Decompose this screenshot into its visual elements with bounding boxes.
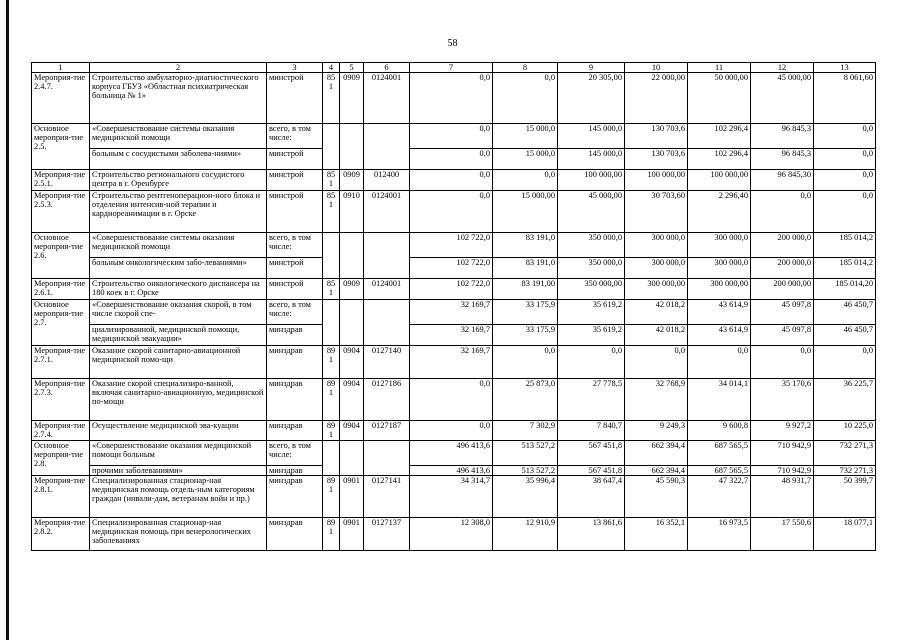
column-header: 6 [364, 63, 410, 73]
amount-cell: 102 296,4 [688, 149, 751, 170]
activity-name: «Совершенствование системы оказания медицинской помощи [90, 233, 267, 258]
amount-cell: 0,0 [814, 149, 876, 170]
budget-code-grbs: 851 [323, 191, 340, 233]
table-row [32, 279, 876, 300]
amount-cell: 27 778,5 [558, 379, 625, 421]
amount-cell: 12 308,0 [410, 518, 493, 551]
budget-code-item: 0127137 [364, 518, 410, 551]
budget-code-item: 0124001 [364, 73, 410, 124]
responsible-agency: всего, в том числе: [267, 124, 323, 149]
activity-name: Специализированная стационар-ная медицинская помощь при венерологических заболеваниях [90, 518, 267, 551]
budget-code-grbs: 891 [323, 379, 340, 421]
amount-cell: 18 077,1 [814, 518, 876, 551]
amount-cell: 567 451,8 [558, 441, 625, 466]
amount-cell: 43 614,9 [688, 300, 751, 325]
responsible-agency: всего, в том числе: [267, 441, 323, 466]
amount-cell: 42 018,2 [625, 325, 688, 346]
table-row [32, 325, 876, 346]
amount-cell: 732 271,3 [814, 466, 876, 476]
budget-code-grbs: 851 [323, 170, 340, 191]
amount-cell: 15 000,0 [493, 124, 558, 149]
budget-code-item: 0124001 [364, 191, 410, 233]
amount-cell: 34 014,1 [688, 379, 751, 421]
amount-cell: 496 413,6 [410, 466, 493, 476]
column-header: 2 [90, 63, 267, 73]
column-header: 11 [688, 63, 751, 73]
amount-cell: 10 225,0 [814, 421, 876, 441]
amount-cell: 300 000,0 [625, 233, 688, 258]
budget-code-grbs [323, 300, 340, 346]
amount-cell: 350 000,0 [558, 233, 625, 258]
amount-cell: 185 014,2 [814, 233, 876, 258]
amount-cell: 13 861,6 [558, 518, 625, 551]
amount-cell: 83 191,00 [493, 279, 558, 300]
budget-code-section: 0904 [340, 346, 364, 379]
budget-code-grbs: 891 [323, 346, 340, 379]
table-row [32, 346, 876, 379]
activity-code: Мероприя-тие 2.7.3. [32, 379, 90, 421]
amount-cell: 710 942,9 [751, 441, 814, 466]
amount-cell: 200 000,0 [751, 258, 814, 279]
budget-code-item: 0127141 [364, 476, 410, 518]
table-row [32, 170, 876, 191]
amount-cell: 9 927,2 [751, 421, 814, 441]
budget-code-section: 0904 [340, 421, 364, 441]
amount-cell: 350 000,00 [558, 279, 625, 300]
activity-code: Мероприя-тие 2.7.4. [32, 421, 90, 441]
activity-code: Основное мероприя-тие 2.5. [32, 124, 90, 170]
budget-code-section [340, 233, 364, 279]
budget-code-item [364, 300, 410, 346]
amount-cell: 20 305,00 [558, 73, 625, 124]
amount-cell: 102 722,0 [410, 258, 493, 279]
amount-cell: 45 097,8 [751, 300, 814, 325]
budget-code-item: 0127186 [364, 379, 410, 421]
amount-cell: 32 169,7 [410, 346, 493, 379]
amount-cell: 35 619,2 [558, 300, 625, 325]
column-header: 1 [32, 63, 90, 73]
activity-code: Основное мероприя-тие 2.6. [32, 233, 90, 279]
table-row [32, 124, 876, 149]
activity-name: Осуществление медицинской эва-куации [90, 421, 267, 441]
budget-code-item [364, 441, 410, 476]
responsible-agency: минстрой [267, 258, 323, 279]
amount-cell: 32 169,7 [410, 300, 493, 325]
table-row [32, 476, 876, 518]
amount-cell: 496 413,6 [410, 441, 493, 466]
amount-cell: 8 061,60 [814, 73, 876, 124]
table-row [32, 191, 876, 233]
amount-cell: 35 170,6 [751, 379, 814, 421]
amount-cell: 45 000,00 [751, 73, 814, 124]
amount-cell: 0,0 [410, 421, 493, 441]
budget-code-grbs: 891 [323, 518, 340, 551]
amount-cell: 16 973,5 [688, 518, 751, 551]
amount-cell: 34 314,7 [410, 476, 493, 518]
amount-cell: 102 722,0 [410, 279, 493, 300]
activity-name: Оказание скорой санитарно-авиационной медицинской помо-щи [90, 346, 267, 379]
column-header: 5 [340, 63, 364, 73]
table-row [32, 233, 876, 258]
amount-cell: 145 000,0 [558, 149, 625, 170]
activity-name: больным с сосудистыми заболева-ниями» [90, 149, 267, 170]
amount-cell: 15 000,0 [493, 149, 558, 170]
amount-cell: 32 768,9 [625, 379, 688, 421]
column-header: 7 [410, 63, 493, 73]
table-row [32, 73, 876, 124]
amount-cell: 200 000,0 [751, 233, 814, 258]
amount-cell: 46 450,7 [814, 325, 876, 346]
amount-cell: 662 394,4 [625, 441, 688, 466]
budget-code-item: 0127140 [364, 346, 410, 379]
responsible-agency: минстрой [267, 170, 323, 191]
amount-cell: 0,0 [814, 170, 876, 191]
budget-code-section [340, 124, 364, 170]
responsible-agency: минстрой [267, 73, 323, 124]
budget-code-item [364, 124, 410, 170]
amount-cell: 33 175,9 [493, 300, 558, 325]
responsible-agency: минстрой [267, 191, 323, 233]
responsible-agency: всего, в том числе: [267, 233, 323, 258]
amount-cell: 185 014,2 [814, 258, 876, 279]
amount-cell: 12 910,9 [493, 518, 558, 551]
activity-name: «Совершенствование оказания скорой, в том числе скорой спе- [90, 300, 267, 325]
amount-cell: 9 600,8 [688, 421, 751, 441]
amount-cell: 0,0 [410, 124, 493, 149]
budget-code-grbs: 851 [323, 279, 340, 300]
amount-cell: 96 845,30 [751, 170, 814, 191]
amount-cell: 0,0 [493, 170, 558, 191]
amount-cell: 9 249,3 [625, 421, 688, 441]
activity-code: Мероприя-тие 2.7.1. [32, 346, 90, 379]
budget-code-section: 0909 [340, 279, 364, 300]
amount-cell: 32 169,7 [410, 325, 493, 346]
amount-cell: 0,0 [410, 191, 493, 233]
budget-code-grbs: 851 [323, 73, 340, 124]
budget-code-section: 0901 [340, 518, 364, 551]
amount-cell: 0,0 [558, 346, 625, 379]
budget-code-item: 0124001 [364, 279, 410, 300]
table-row [32, 258, 876, 279]
amount-cell: 35 996,4 [493, 476, 558, 518]
budget-code-grbs [323, 124, 340, 170]
page-number: 58 [447, 38, 458, 49]
amount-cell: 7 840,7 [558, 421, 625, 441]
responsible-agency: минздрав [267, 325, 323, 346]
activity-code: Мероприя-тие 2.4.7. [32, 73, 90, 124]
table-row [32, 300, 876, 325]
amount-cell: 0,0 [493, 346, 558, 379]
amount-cell: 2 296,40 [688, 191, 751, 233]
amount-cell: 83 191,0 [493, 258, 558, 279]
amount-cell: 45 097,8 [751, 325, 814, 346]
table-row [32, 466, 876, 476]
budget-code-section [340, 441, 364, 476]
amount-cell: 36 225,7 [814, 379, 876, 421]
amount-cell: 42 018,2 [625, 300, 688, 325]
amount-cell: 185 014,20 [814, 279, 876, 300]
amount-cell: 0,0 [814, 191, 876, 233]
activity-name: циализированной, медицинской помощи, медицинской эвакуации» [90, 325, 267, 346]
amount-cell: 0,0 [814, 346, 876, 379]
budget-code-section: 0909 [340, 73, 364, 124]
activity-name: Строительство рентгеноперацион-ного блока и отделения интенсив-ной терапии и кардиореанимации в г. Орске [90, 191, 267, 233]
activity-name: Строительство амбулаторно-диагностического корпуса ГБУЗ «Областная психиатрическая больница № 1» [90, 73, 267, 124]
amount-cell: 687 565,5 [688, 466, 751, 476]
amount-cell: 38 647,4 [558, 476, 625, 518]
amount-cell: 50 000,00 [688, 73, 751, 124]
amount-cell: 102 722,0 [410, 233, 493, 258]
column-header: 12 [751, 63, 814, 73]
activity-name: Строительство онкологического диспансера на 180 коек в г. Орске [90, 279, 267, 300]
activity-name: Специализированная стационар-ная медицинская помощь отдель-ным категориям граждан (инвали-дам, ветеранам войн и пр.) [90, 476, 267, 518]
amount-cell: 0,0 [625, 346, 688, 379]
table-row [32, 379, 876, 421]
amount-cell: 513 527,2 [493, 441, 558, 466]
amount-cell: 7 302,9 [493, 421, 558, 441]
amount-cell: 145 000,0 [558, 124, 625, 149]
budget-code-section: 0904 [340, 379, 364, 421]
amount-cell: 50 399,7 [814, 476, 876, 518]
responsible-agency: всего, в том числе: [267, 300, 323, 325]
amount-cell: 46 450,7 [814, 300, 876, 325]
page-edge-bar [6, 0, 9, 640]
amount-cell: 35 619,2 [558, 325, 625, 346]
amount-cell: 0,0 [751, 346, 814, 379]
amount-cell: 0,0 [410, 170, 493, 191]
amount-cell: 43 614,9 [688, 325, 751, 346]
amount-cell: 45 590,3 [625, 476, 688, 518]
responsible-agency: минздрав [267, 421, 323, 441]
table-row [32, 518, 876, 551]
budget-code-section: 0901 [340, 476, 364, 518]
budget-code-grbs [323, 441, 340, 476]
amount-cell: 17 550,6 [751, 518, 814, 551]
amount-cell: 0,0 [410, 379, 493, 421]
activity-code: Мероприя-тие 2.6.1. [32, 279, 90, 300]
amount-cell: 15 000,00 [493, 191, 558, 233]
budget-code-grbs: 891 [323, 476, 340, 518]
amount-cell: 567 451,8 [558, 466, 625, 476]
amount-cell: 0,0 [410, 149, 493, 170]
column-number-row [32, 63, 876, 73]
amount-cell: 96 845,3 [751, 149, 814, 170]
budget-code-item [364, 233, 410, 279]
amount-cell: 300 000,00 [625, 279, 688, 300]
amount-cell: 96 845,3 [751, 124, 814, 149]
amount-cell: 300 000,0 [688, 233, 751, 258]
amount-cell: 47 322,7 [688, 476, 751, 518]
responsible-agency: минстрой [267, 149, 323, 170]
amount-cell: 732 271,3 [814, 441, 876, 466]
column-header: 8 [493, 63, 558, 73]
column-header: 10 [625, 63, 688, 73]
budget-code-section: 0909 [340, 170, 364, 191]
budget-code-item: 012400 [364, 170, 410, 191]
activity-name: Строительство регионального сосудистого центра в г. Оренбурге [90, 170, 267, 191]
table-row [32, 441, 876, 466]
amount-cell: 30 703,60 [625, 191, 688, 233]
activity-name: Оказание скорой специализиро-ванной, включая санитарно-авиационную, медицинской по-мощи [90, 379, 267, 421]
amount-cell: 300 000,00 [688, 279, 751, 300]
amount-cell: 100 000,00 [688, 170, 751, 191]
amount-cell: 0,0 [688, 346, 751, 379]
amount-cell: 300 000,0 [688, 258, 751, 279]
amount-cell: 102 296,4 [688, 124, 751, 149]
activity-name: больным онкологическим забо-леваниями» [90, 258, 267, 279]
amount-cell: 100 000,00 [558, 170, 625, 191]
responsible-agency: минздрав [267, 346, 323, 379]
responsible-agency: минздрав [267, 476, 323, 518]
activity-name: прочими заболеваниями» [90, 466, 267, 476]
amount-cell: 0,0 [493, 73, 558, 124]
activity-code: Основное мероприя-тие 2.8. [32, 441, 90, 476]
amount-cell: 45 000,00 [558, 191, 625, 233]
responsible-agency: минстрой [267, 279, 323, 300]
column-header: 3 [267, 63, 323, 73]
amount-cell: 0,0 [410, 73, 493, 124]
activity-name: «Совершенствование системы оказания медицинской помощи [90, 124, 267, 149]
responsible-agency: минздрав [267, 518, 323, 551]
amount-cell: 513 527,2 [493, 466, 558, 476]
amount-cell: 83 191,0 [493, 233, 558, 258]
amount-cell: 200 000,00 [751, 279, 814, 300]
amount-cell: 0,0 [814, 124, 876, 149]
amount-cell: 130 703,6 [625, 149, 688, 170]
amount-cell: 48 931,7 [751, 476, 814, 518]
amount-cell: 662 394,4 [625, 466, 688, 476]
table-row [32, 149, 876, 170]
budget-table [31, 62, 876, 551]
activity-code: Основное мероприя-тие 2.7. [32, 300, 90, 346]
activity-code: Мероприя-тие 2.8.1. [32, 476, 90, 518]
amount-cell: 25 873,0 [493, 379, 558, 421]
activity-code: Мероприя-тие 2.5.3. [32, 191, 90, 233]
budget-code-grbs: 891 [323, 421, 340, 441]
amount-cell: 16 352,1 [625, 518, 688, 551]
budget-code-grbs [323, 233, 340, 279]
amount-cell: 300 000,0 [625, 258, 688, 279]
activity-code: Мероприя-тие 2.8.2. [32, 518, 90, 551]
responsible-agency: минздрав [267, 379, 323, 421]
budget-code-item: 0127187 [364, 421, 410, 441]
amount-cell: 0,0 [751, 191, 814, 233]
amount-cell: 130 703,6 [625, 124, 688, 149]
amount-cell: 22 000,00 [625, 73, 688, 124]
amount-cell: 100 000,00 [625, 170, 688, 191]
amount-cell: 710 942,9 [751, 466, 814, 476]
amount-cell: 687 565,5 [688, 441, 751, 466]
budget-code-section [340, 300, 364, 346]
column-header: 4 [323, 63, 340, 73]
responsible-agency: минздрав [267, 466, 323, 476]
column-header: 9 [558, 63, 625, 73]
table-row [32, 421, 876, 441]
amount-cell: 33 175,9 [493, 325, 558, 346]
column-header: 13 [814, 63, 876, 73]
budget-code-section: 0910 [340, 191, 364, 233]
activity-name: «Совершенствование оказания медицинской помощи больным [90, 441, 267, 466]
amount-cell: 350 000,0 [558, 258, 625, 279]
activity-code: Мероприя-тие 2.5.1. [32, 170, 90, 191]
